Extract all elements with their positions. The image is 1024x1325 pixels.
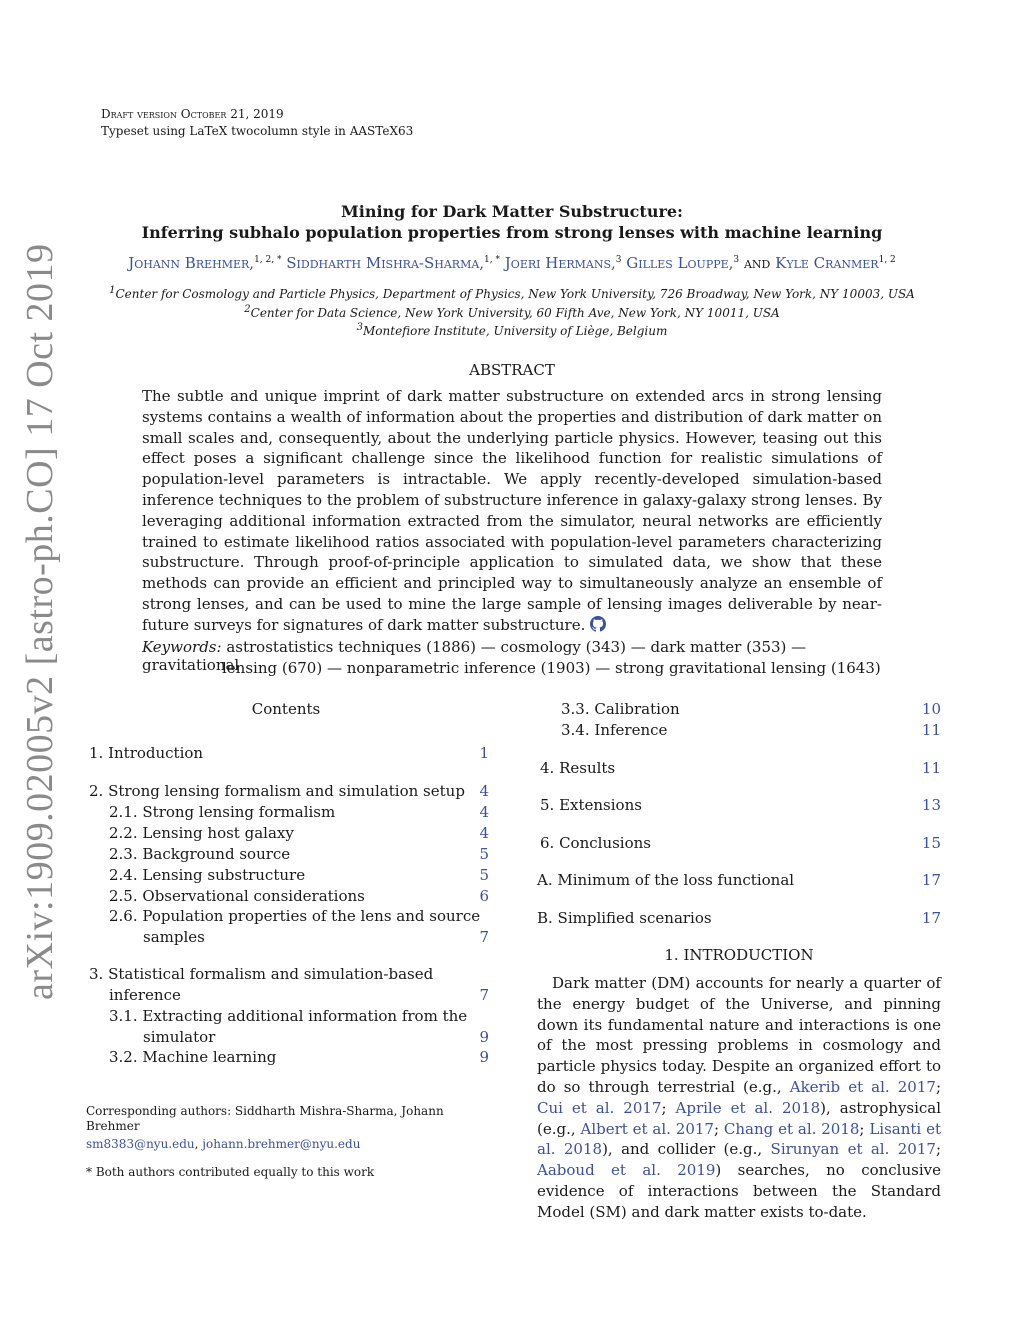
toc-page[interactable]: 1 (479, 744, 489, 762)
toc-entry[interactable] (109, 1048, 489, 1066)
aff-text: Center for Data Science, New York University, 60 Fifth Ave, New York, NY 10011, USA (250, 306, 780, 320)
toc-entry[interactable] (540, 796, 941, 814)
toc-page[interactable]: 7 (479, 928, 489, 946)
abstract-text: The subtle and unique imprint of dark matter substructure on extended arcs in strong lensing systems contains a wealth of information about the properties and distribution of dark matter on small scales and, consequently, about the underlying particle physics. However, teasing out this effect poses a significant challenge since the likelihood function for realistic simulations of population-level parameters is intractable. We apply recently-developed simulation-based inference techniques to the problem of substructure inference in galaxy-galaxy strong lenses. By leveraging additional information extracted from the simulator, neural networks are efficiently trained to estimate likelihood ratios associated with population-level parameters characterizing substructure. Through proof-of-principle application to simulated data, we show that these methods can provide an efficient and principled way to simultaneously analyze an ensemble of strong lenses, and can be used to mine the large sample of lensing images deliverable by near-future surveys for signatures of dark matter substructure. (142, 387, 882, 634)
toc-label: 3. Statistical formalism and simulation-based (89, 965, 434, 983)
keywords-line-2: lensing (670) — nonparametric inference (1903) — strong gravitational lensing (1643) (222, 659, 881, 677)
citation-link[interactable]: Lisanti et al. 2018 (537, 1119, 941, 1159)
citation-link[interactable]: Aprile et al. 2018 (675, 1098, 821, 1117)
toc-page[interactable]: 15 (921, 834, 941, 852)
toc-entry[interactable] (109, 986, 489, 1004)
toc-entry[interactable] (540, 834, 941, 852)
title-line-2: Inferring subhalo population properties from strong lenses with machine learning (141, 223, 883, 242)
toc-label: B. Simplified scenarios (537, 909, 712, 927)
intro-text: ) searches, no conclusive evidence of interactions between the Standard Model (SM) and dark matter exists to-date. (537, 1161, 941, 1221)
toc-entry[interactable] (109, 1007, 489, 1025)
keywords-label: Keywords: (142, 638, 222, 656)
toc-page[interactable]: 4 (479, 782, 489, 800)
affiliation-1 (0, 285, 1024, 301)
toc-entry[interactable] (89, 782, 489, 800)
intro-body: Dark matter (DM) accounts for nearly a quarter of the energy budget of the Universe, and pinning down its fundamental nature and interactions is one of the most pressing problems in cosmology and particle physics today. Despite an organized effort to do so through terrestrial (e.g., Akerib et al. 2017; Cui et al. 2017; Aprile et al. 2018), astrophysical (e.g., Albert et al. 2017; Chang et al. 2018; Lisanti et al. 2018), and collider (e.g., Sirunyan et al. 2017; Aaboud et al. 2019) searches, no conclusive evidence of interactions between the Standard Model (SM) and dark matter exists to-date. (537, 974, 942, 1221)
toc-label: A. Minimum of the loss functional (537, 871, 795, 889)
citation-link[interactable]: Albert et al. 2017 (580, 1119, 714, 1138)
toc-entry[interactable] (537, 871, 941, 889)
toc-label: 3.3. Calibration (561, 700, 680, 718)
abstract-heading: ABSTRACT (469, 361, 555, 379)
toc-entry[interactable] (109, 887, 489, 905)
author-sup: 1, * (484, 255, 500, 265)
toc-label: 5. Extensions (540, 796, 642, 814)
toc-label: 2.2. Lensing host galaxy (109, 824, 294, 842)
toc-label: 6. Conclusions (540, 834, 651, 852)
author-sup: 3 (615, 255, 622, 265)
toc-page[interactable]: 17 (921, 909, 941, 927)
toc-entry[interactable] (109, 866, 489, 884)
aff-sup: 2 (244, 304, 251, 315)
toc-entry[interactable] (561, 700, 941, 718)
toc-label: 3.2. Machine learning (109, 1048, 277, 1066)
toc-page[interactable]: 17 (921, 871, 941, 889)
author-mishra-sharma[interactable]: Siddharth Mishra-Sharma, (286, 254, 485, 272)
toc-page[interactable]: 9 (479, 1048, 489, 1066)
intro-text: ), astrophysical (e.g., (537, 1098, 942, 1138)
citation-link[interactable]: Aaboud et al. 2019 (537, 1161, 716, 1180)
email-link[interactable]: johann.brehmer@nyu.edu (202, 1137, 361, 1151)
toc-entry[interactable] (537, 909, 941, 927)
aff-text: Center for Cosmology and Particle Physics, Department of Physics, New York University, 726 Broadway, New York, NY 10003, USA (115, 287, 915, 301)
author-brehmer[interactable]: Johann Brehmer, (128, 254, 255, 272)
toc-label: 2.6. Population properties of the lens and source (109, 907, 481, 925)
toc-page[interactable]: 10 (921, 700, 941, 718)
toc-page[interactable]: 4 (479, 824, 489, 842)
toc-entry[interactable] (540, 759, 941, 777)
toc-entry[interactable] (109, 907, 489, 925)
author-cranmer[interactable]: Kyle Cranmer (775, 254, 879, 272)
toc-entry[interactable] (109, 803, 489, 821)
toc-entry[interactable] (109, 824, 489, 842)
intro-text: ), and collider (e.g., (602, 1140, 771, 1159)
toc-label: 1. Introduction (89, 744, 204, 762)
toc-entry[interactable] (561, 721, 941, 739)
author-list (0, 254, 1024, 272)
toc-page[interactable]: 11 (921, 759, 941, 777)
intro-text: Dark matter (DM) accounts for nearly a quarter of the energy budget of the Universe, and pinning down its fundamental nature and interactions is one of the most pressing problems in cosmology and particle physics today. Despite an organized effort to do so through terrestrial (e.g., (537, 974, 941, 1096)
toc-label: 2.1. Strong lensing formalism (109, 803, 336, 821)
keywords-line-1: astrostatistics techniques (1886) — cosmology (343) — dark matter (353) — gravitational (142, 638, 807, 674)
toc-label: 4. Results (540, 759, 616, 777)
toc-entry[interactable] (143, 1028, 489, 1046)
toc-label: samples (143, 928, 205, 946)
aff-sup: 3 (356, 322, 364, 333)
toc-label: 3.1. Extracting additional information from the (109, 1007, 468, 1025)
toc-entry[interactable] (143, 928, 489, 946)
toc-page[interactable]: 5 (479, 845, 489, 863)
equal-contribution-note: * Both authors contributed equally to this work (86, 1165, 375, 1179)
title-line-1: Mining for Dark Matter Substructure: (341, 202, 683, 221)
abstract-body (142, 386, 882, 636)
toc-label: simulator (143, 1028, 216, 1046)
author-sup: 1, 2 (878, 255, 896, 265)
author-and: and (743, 254, 771, 272)
author-hermans[interactable]: Joeri Hermans, (504, 254, 616, 272)
citation-link[interactable]: Akerib et al. 2017 (789, 1077, 936, 1096)
toc-label: 2.4. Lensing substructure (109, 866, 306, 884)
aff-text: Montefiore Institute, University of Liège, Belgium (363, 324, 668, 338)
citation-link[interactable]: Cui et al. 2017 (537, 1098, 662, 1117)
corresponding-authors: Corresponding authors: Siddharth Mishra-Sharma, Johann Brehmer (86, 1104, 444, 1133)
email-link[interactable]: sm8383@nyu.edu (86, 1137, 195, 1151)
typeset-note: Typeset using LaTeX twocolumn style in AASTeX63 (101, 124, 414, 138)
toc-label: 2.3. Background source (109, 845, 291, 863)
github-icon[interactable] (590, 616, 606, 632)
affiliation-2 (0, 304, 1024, 320)
toc-page[interactable]: 9 (479, 1028, 489, 1046)
toc-label: inference (109, 986, 181, 1004)
intro-heading: 1. INTRODUCTION (664, 946, 814, 964)
toc-page[interactable]: 5 (479, 866, 489, 884)
citation-link[interactable]: Chang et al. 2018 (723, 1119, 860, 1138)
toc-entry[interactable] (89, 744, 489, 762)
toc-entry[interactable] (109, 845, 489, 863)
draft-version: Draft version October 21, 2019 (101, 107, 284, 121)
author-louppe[interactable]: Gilles Louppe, (626, 254, 734, 272)
toc-heading: Contents (251, 700, 321, 718)
arxiv-sidebar[interactable]: arXiv:1909.02005v2 [astro-ph.CO] 17 Oct 2019 (19, 243, 61, 1000)
emails (86, 1137, 360, 1151)
toc-entry[interactable] (89, 965, 489, 983)
toc-page[interactable]: 11 (921, 721, 941, 739)
toc-page[interactable]: 6 (479, 887, 489, 905)
affiliation-3 (0, 322, 1024, 338)
toc-page[interactable]: 13 (921, 796, 941, 814)
author-sup: 1, 2, * (254, 255, 282, 265)
toc-label: 2.5. Observational considerations (109, 887, 365, 905)
aff-sup: 1 (109, 285, 116, 296)
toc-label: 2. Strong lensing formalism and simulation setup (89, 782, 465, 800)
toc-page[interactable]: 4 (479, 803, 489, 821)
toc-page[interactable]: 7 (479, 986, 489, 1004)
citation-link[interactable]: Sirunyan et al. 2017 (770, 1140, 936, 1159)
email-sep: , (194, 1137, 199, 1151)
toc-label: 3.4. Inference (561, 721, 668, 739)
author-sup: 3 (733, 255, 740, 265)
